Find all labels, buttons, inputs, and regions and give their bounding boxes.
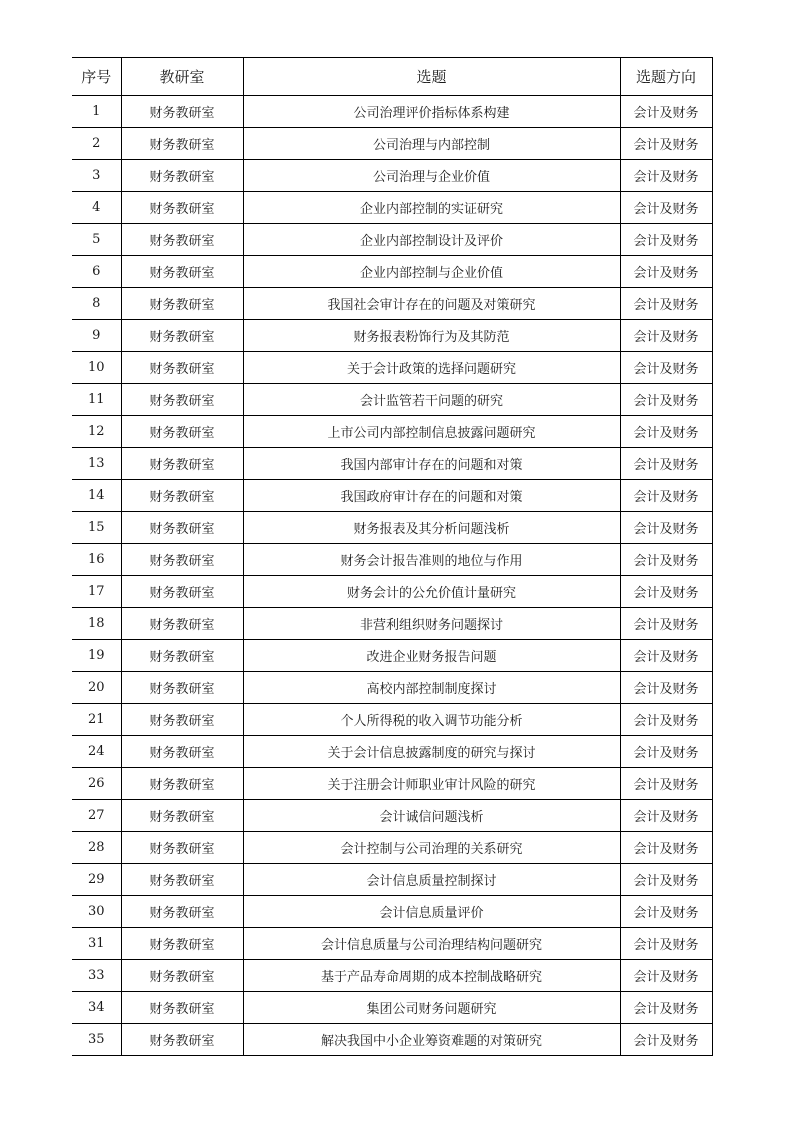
department-cell: 财务教研室	[121, 832, 243, 864]
table-row	[72, 768, 712, 800]
topic-cell: 我国社会审计存在的问题及对策研究	[243, 288, 620, 320]
topic-cell: 解决我国中小企业筹资难题的对策研究	[243, 1024, 620, 1056]
table-row	[72, 704, 712, 736]
table-row	[72, 928, 712, 960]
topic-cell: 会计信息质量与公司治理结构问题研究	[243, 928, 620, 960]
topic-direction-cell: 会计及财务	[620, 224, 712, 256]
table-row	[72, 832, 712, 864]
topic-direction-cell: 会计及财务	[620, 160, 712, 192]
department-cell: 财务教研室	[121, 608, 243, 640]
serial-number-cell: 35	[72, 1024, 121, 1056]
serial-number-cell: 16	[72, 544, 121, 576]
serial-number-cell: 11	[72, 384, 121, 416]
topic-direction-cell: 会计及财务	[620, 608, 712, 640]
table-row	[72, 864, 712, 896]
table-row	[72, 1024, 712, 1056]
department-cell: 财务教研室	[121, 1024, 243, 1056]
topic-cell: 企业内部控制与企业价值	[243, 256, 620, 288]
serial-number-cell: 30	[72, 896, 121, 928]
topic-cell: 我国内部审计存在的问题和对策	[243, 448, 620, 480]
topic-cell: 会计控制与公司治理的关系研究	[243, 832, 620, 864]
topic-cell: 财务报表粉饰行为及其防范	[243, 320, 620, 352]
department-cell: 财务教研室	[121, 288, 243, 320]
topic-table-sheet	[72, 57, 712, 1056]
table-row	[72, 160, 712, 192]
topic-cell: 集团公司财务问题研究	[243, 992, 620, 1024]
table-row	[72, 896, 712, 928]
topic-cell: 基于产品寿命周期的成本控制战略研究	[243, 960, 620, 992]
department-cell: 财务教研室	[121, 160, 243, 192]
topic-cell: 公司治理与企业价值	[243, 160, 620, 192]
topic-direction-cell: 会计及财务	[620, 512, 712, 544]
table-row	[72, 128, 712, 160]
table-row	[72, 960, 712, 992]
topic-direction-cell: 会计及财务	[620, 352, 712, 384]
serial-number-cell: 2	[72, 128, 121, 160]
department-cell: 财务教研室	[121, 320, 243, 352]
table-row	[72, 192, 712, 224]
topic-direction-cell: 会计及财务	[620, 768, 712, 800]
topic-cell: 财务报表及其分析问题浅析	[243, 512, 620, 544]
department-cell: 财务教研室	[121, 640, 243, 672]
serial-number-cell: 20	[72, 672, 121, 704]
department-cell: 财务教研室	[121, 544, 243, 576]
topic-direction-cell: 会计及财务	[620, 128, 712, 160]
serial-number-cell: 24	[72, 736, 121, 768]
table-row	[72, 224, 712, 256]
serial-number-cell: 13	[72, 448, 121, 480]
serial-number-cell: 5	[72, 224, 121, 256]
table-row	[72, 544, 712, 576]
department-cell: 财务教研室	[121, 128, 243, 160]
topic-direction-cell: 会计及财务	[620, 384, 712, 416]
serial-number-cell: 28	[72, 832, 121, 864]
department-cell: 财务教研室	[121, 928, 243, 960]
serial-number-cell: 12	[72, 416, 121, 448]
department-cell: 财务教研室	[121, 352, 243, 384]
topic-direction-cell: 会计及财务	[620, 480, 712, 512]
header-topic-direction: 选题方向	[620, 58, 712, 96]
serial-number-cell: 4	[72, 192, 121, 224]
header-serial-number: 序号	[72, 58, 121, 96]
serial-number-cell: 14	[72, 480, 121, 512]
department-cell: 财务教研室	[121, 896, 243, 928]
topic-cell: 企业内部控制的实证研究	[243, 192, 620, 224]
table-row	[72, 448, 712, 480]
department-cell: 财务教研室	[121, 768, 243, 800]
topic-cell: 会计诚信问题浅析	[243, 800, 620, 832]
department-cell: 财务教研室	[121, 960, 243, 992]
topic-cell: 公司治理与内部控制	[243, 128, 620, 160]
table-row	[72, 384, 712, 416]
department-cell: 财务教研室	[121, 992, 243, 1024]
topic-direction-cell: 会计及财务	[620, 544, 712, 576]
topic-cell: 个人所得税的收入调节功能分析	[243, 704, 620, 736]
department-cell: 财务教研室	[121, 256, 243, 288]
department-cell: 财务教研室	[121, 224, 243, 256]
department-cell: 财务教研室	[121, 96, 243, 128]
table-row	[72, 512, 712, 544]
department-cell: 财务教研室	[121, 384, 243, 416]
topic-direction-cell: 会计及财务	[620, 864, 712, 896]
department-cell: 财务教研室	[121, 576, 243, 608]
topic-direction-cell: 会计及财务	[620, 736, 712, 768]
table-row	[72, 480, 712, 512]
topic-cell: 关于会计信息披露制度的研究与探讨	[243, 736, 620, 768]
serial-number-cell: 33	[72, 960, 121, 992]
topic-direction-cell: 会计及财务	[620, 832, 712, 864]
department-cell: 财务教研室	[121, 736, 243, 768]
topic-direction-cell: 会计及财务	[620, 256, 712, 288]
serial-number-cell: 15	[72, 512, 121, 544]
serial-number-cell: 8	[72, 288, 121, 320]
serial-number-cell: 10	[72, 352, 121, 384]
topic-cell: 公司治理评价指标体系构建	[243, 96, 620, 128]
department-cell: 财务教研室	[121, 480, 243, 512]
topic-direction-cell: 会计及财务	[620, 928, 712, 960]
table-row	[72, 736, 712, 768]
serial-number-cell: 27	[72, 800, 121, 832]
serial-number-cell: 34	[72, 992, 121, 1024]
topic-cell: 关于注册会计师职业审计风险的研究	[243, 768, 620, 800]
topic-cell: 会计信息质量评价	[243, 896, 620, 928]
department-cell: 财务教研室	[121, 672, 243, 704]
table-row	[72, 640, 712, 672]
topic-direction-cell: 会计及财务	[620, 96, 712, 128]
topic-cell: 非营利组织财务问题探讨	[243, 608, 620, 640]
serial-number-cell: 3	[72, 160, 121, 192]
serial-number-cell: 31	[72, 928, 121, 960]
table-row	[72, 352, 712, 384]
serial-number-cell: 1	[72, 96, 121, 128]
topic-direction-cell: 会计及财务	[620, 672, 712, 704]
topic-cell: 财务会计的公允价值计量研究	[243, 576, 620, 608]
topic-direction-cell: 会计及财务	[620, 896, 712, 928]
serial-number-cell: 17	[72, 576, 121, 608]
department-cell: 财务教研室	[121, 864, 243, 896]
topic-direction-cell: 会计及财务	[620, 1024, 712, 1056]
table-row	[72, 416, 712, 448]
header-department: 教研室	[121, 58, 243, 96]
topic-cell: 高校内部控制制度探讨	[243, 672, 620, 704]
table-row	[72, 576, 712, 608]
topic-cell: 会计信息质量控制探讨	[243, 864, 620, 896]
serial-number-cell: 9	[72, 320, 121, 352]
serial-number-cell: 6	[72, 256, 121, 288]
table-row	[72, 800, 712, 832]
topic-cell: 上市公司内部控制信息披露问题研究	[243, 416, 620, 448]
header-topic: 选题	[243, 58, 620, 96]
department-cell: 财务教研室	[121, 416, 243, 448]
table-row	[72, 672, 712, 704]
topic-cell: 会计监管若干问题的研究	[243, 384, 620, 416]
table-row	[72, 320, 712, 352]
serial-number-cell: 26	[72, 768, 121, 800]
topic-direction-cell: 会计及财务	[620, 416, 712, 448]
topic-direction-cell: 会计及财务	[620, 288, 712, 320]
department-cell: 财务教研室	[121, 192, 243, 224]
topic-direction-cell: 会计及财务	[620, 576, 712, 608]
department-cell: 财务教研室	[121, 800, 243, 832]
table-row	[72, 256, 712, 288]
topic-direction-cell: 会计及财务	[620, 640, 712, 672]
department-cell: 财务教研室	[121, 448, 243, 480]
topic-direction-cell: 会计及财务	[620, 800, 712, 832]
topic-direction-cell: 会计及财务	[620, 704, 712, 736]
table-header-row	[72, 58, 712, 96]
topic-direction-cell: 会计及财务	[620, 960, 712, 992]
topic-direction-cell: 会计及财务	[620, 992, 712, 1024]
topic-direction-cell: 会计及财务	[620, 320, 712, 352]
table-row	[72, 992, 712, 1024]
topic-cell: 我国政府审计存在的问题和对策	[243, 480, 620, 512]
table-row	[72, 288, 712, 320]
topic-direction-cell: 会计及财务	[620, 192, 712, 224]
serial-number-cell: 19	[72, 640, 121, 672]
topic-cell: 改进企业财务报告问题	[243, 640, 620, 672]
department-cell: 财务教研室	[121, 704, 243, 736]
serial-number-cell: 29	[72, 864, 121, 896]
topic-cell: 关于会计政策的选择问题研究	[243, 352, 620, 384]
topic-cell: 企业内部控制设计及评价	[243, 224, 620, 256]
topic-direction-cell: 会计及财务	[620, 448, 712, 480]
table-row	[72, 96, 712, 128]
topic-table	[72, 57, 713, 1056]
serial-number-cell: 21	[72, 704, 121, 736]
department-cell: 财务教研室	[121, 512, 243, 544]
table-row	[72, 608, 712, 640]
topic-cell: 财务会计报告准则的地位与作用	[243, 544, 620, 576]
serial-number-cell: 18	[72, 608, 121, 640]
